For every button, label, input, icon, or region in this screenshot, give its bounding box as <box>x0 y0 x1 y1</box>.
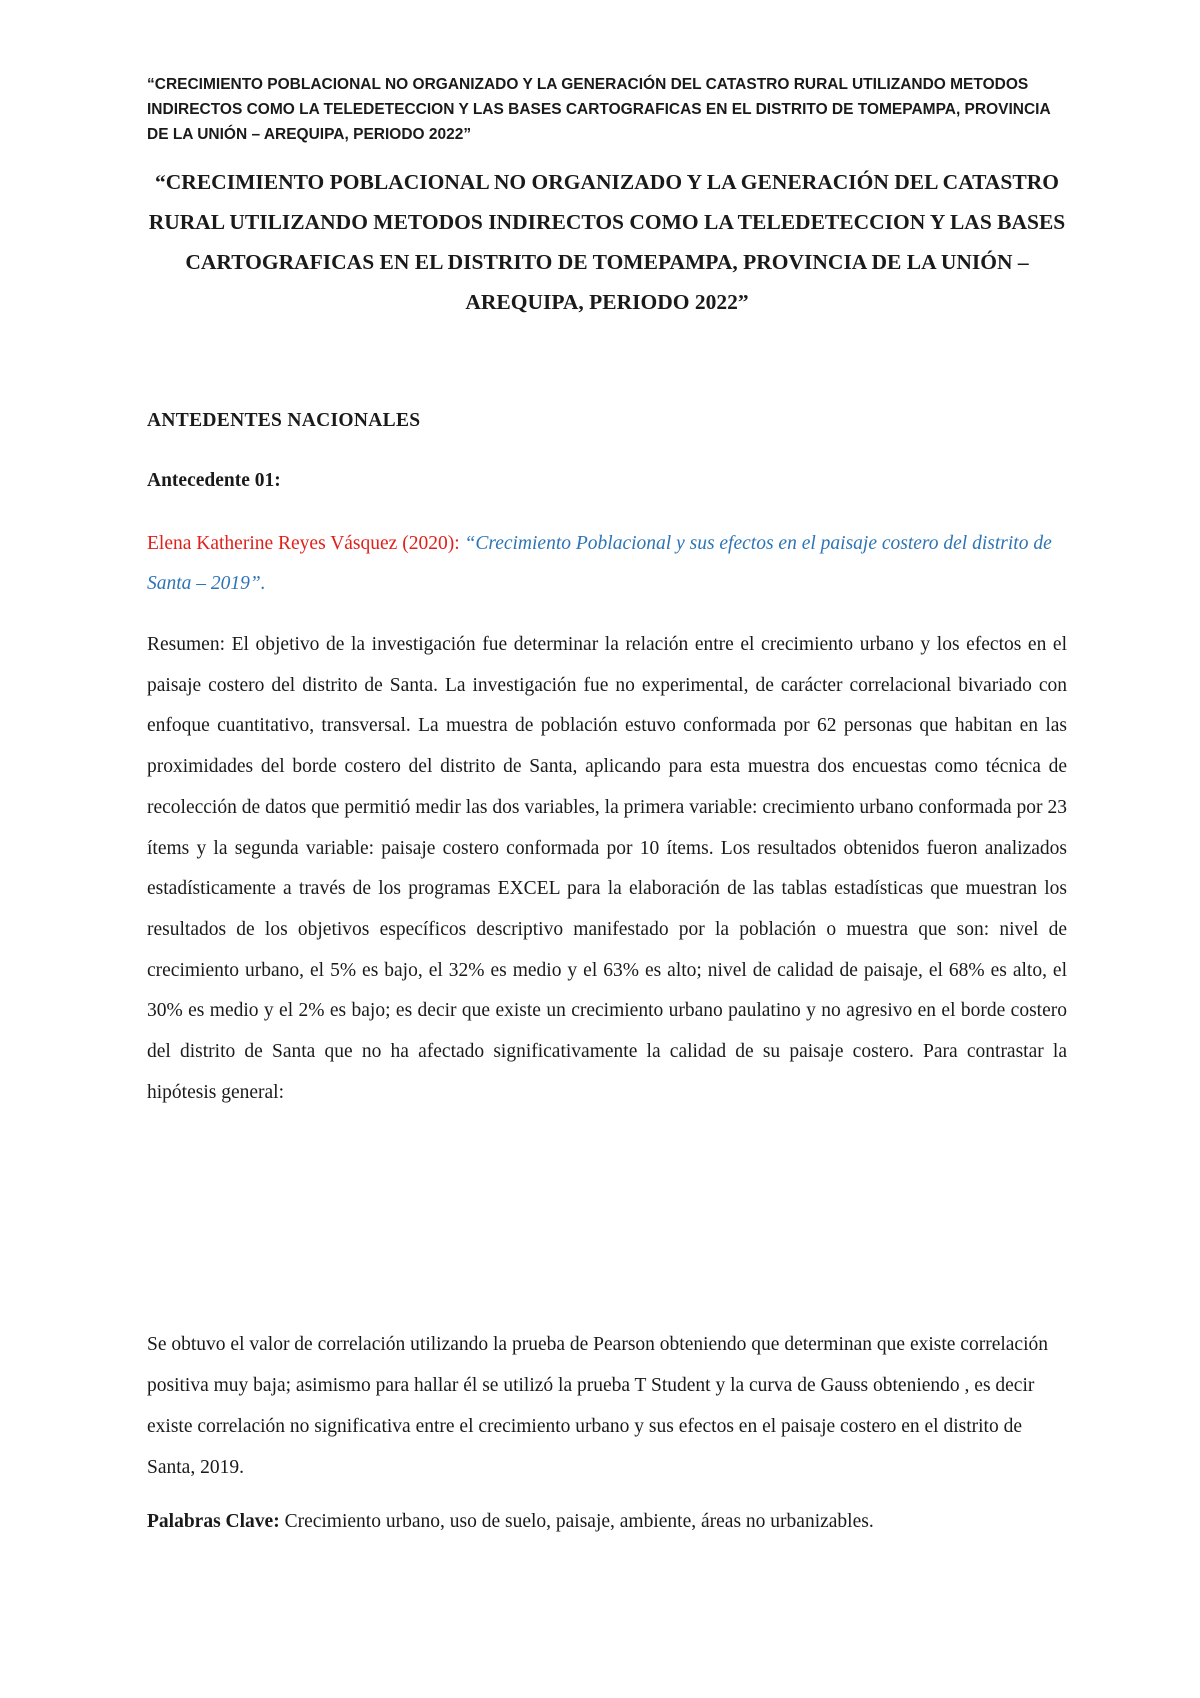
running-header: “CRECIMIENTO POBLACIONAL NO ORGANIZADO Y LA GENERACIÓN DEL CATASTRO RURAL UTILIZANDO METODOS INDIRECTOS COMO LA TELEDETECCION Y LAS BASES CARTOGRAFICAS EN EL DISTRITO DE TOMEPAMPA, PROVINCIA DE LA UNIÓN – AREQUIPA, PERIODO 2022” <box>147 76 1051 143</box>
antecedent-heading: Antecedente 01: <box>147 470 281 491</box>
citation-work-title: “Crecimiento Poblacional y sus efectos en el paisaje costero del distrito de Santa – 2019” <box>147 533 1052 594</box>
section-heading: ANTEDENTES NACIONALES <box>147 410 421 431</box>
keywords-label: Palabras Clave: <box>147 1511 280 1532</box>
citation <box>147 524 1067 604</box>
citation-author: Elena Katherine Reyes Vásquez (2020): <box>147 533 460 554</box>
document-title: “CRECIMIENTO POBLACIONAL NO ORGANIZADO Y LA GENERACIÓN DEL CATASTRO RURAL UTILIZANDO METODOS INDIRECTOS COMO LA TELEDETECCION Y LAS BASES CARTOGRAFICAS EN EL DISTRITO DE TOMEPAMPA, PROVINCIA DE LA UNIÓN – AREQUIPA, PERIODO 2022” <box>148 170 1066 314</box>
keywords-paragraph <box>147 1502 1067 1542</box>
citation-end: . <box>260 573 266 594</box>
abstract-paragraph: Resumen: El objetivo de la investigación fue determinar la relación entre el crecimiento urbano y los efectos en el paisaje costero del distrito de Santa. La investigación fue no experimental, de carácter correlacional bivariado con enfoque cuantitativo, transversal. La muestra de población estuvo conformada por 62 personas que habitan en las proximidades del borde costero del distrito de Santa, aplicando para esta muestra dos encuestas como técnica de recolección de datos que permitió medir las dos variables, la primera variable: crecimiento urbano conformada por 23 ítems y la segunda variable: paisaje costero conformada por 10 ítems. Los resultados obtenidos fueron analizados estadísticamente a través de los programas EXCEL para la elaboración de las tablas estadísticas que muestran los resultados de los objetivos específicos descriptivo manifestado por la población o muestra que son: nivel de crecimiento urbano, el 5% es bajo, el 32% es medio y el 63% es alto; nivel de calidad de paisaje, el 68% es alto, el 30% es medio y el 2% es bajo; es decir que existe un crecimiento urbano paulatino y no agresivo en el borde costero del distrito de Santa que no ha afectado significativamente la calidad de su paisaje costero. Para contrastar la hipótesis general: <box>147 634 1067 1103</box>
results-paragraph: Se obtuvo el valor de correlación utilizando la prueba de Pearson obteniendo que determinan que existe correlación positiva muy baja; asimismo para hallar él se utilizó la prueba T Student y la curva de Gauss obteniendo , es decir existe correlación no significativa entre el crecimiento urbano y sus efectos en el paisaje costero en el distrito de Santa, 2019. <box>147 1334 1048 1478</box>
keywords-text: Crecimiento urbano, uso de suelo, paisaje, ambiente, áreas no urbanizables. <box>279 1511 874 1532</box>
